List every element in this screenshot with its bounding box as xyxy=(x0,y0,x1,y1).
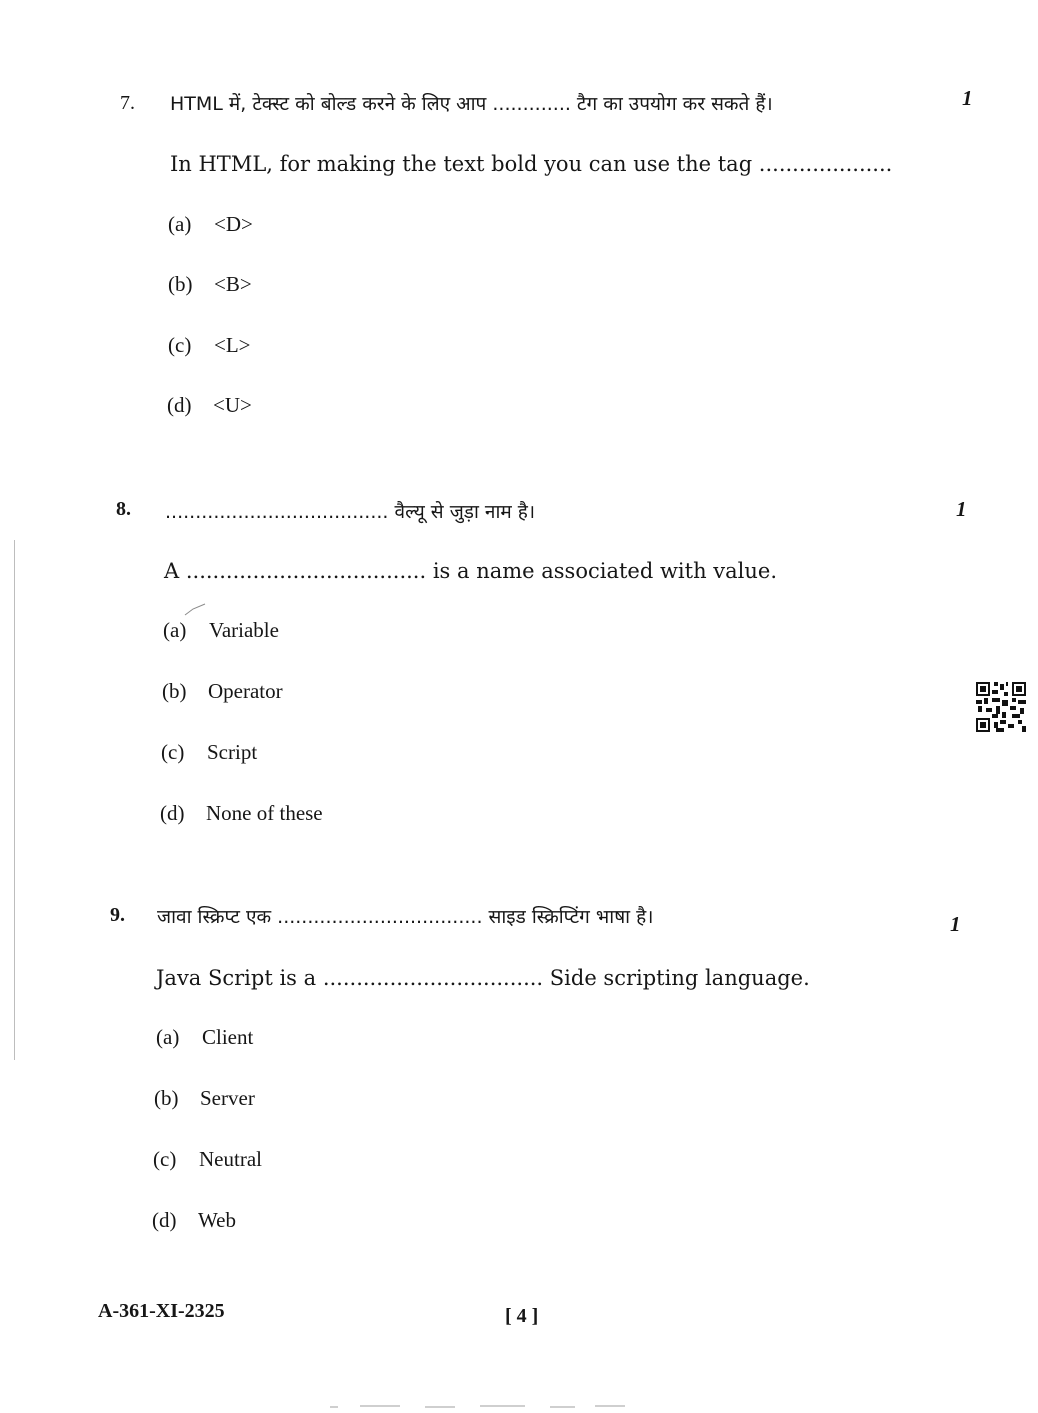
option-label: (b) xyxy=(168,272,193,296)
question-8-option-b xyxy=(162,679,283,704)
option-text: Script xyxy=(207,740,258,764)
question-8-option-a xyxy=(163,618,279,643)
question-9-option-b xyxy=(154,1086,255,1111)
option-text: Server xyxy=(200,1086,255,1110)
option-text: <U> xyxy=(213,393,252,417)
option-text: Web xyxy=(198,1208,236,1232)
paper-code: A-361-XI-2325 xyxy=(98,1300,225,1322)
option-label: (d) xyxy=(152,1208,177,1232)
option-text: <D> xyxy=(214,212,253,236)
question-7-option-b xyxy=(168,272,252,297)
question-7-english: In HTML, for making the text bold you can use the tag .................... xyxy=(170,152,893,176)
question-7-marks: 1 xyxy=(962,86,973,110)
page-number: [ 4 ] xyxy=(505,1305,539,1327)
question-9-option-d xyxy=(152,1208,236,1233)
question-7-option-c xyxy=(168,333,251,358)
question-9-marks: 1 xyxy=(950,912,961,936)
scan-margin-line xyxy=(14,540,15,1060)
option-text: Neutral xyxy=(199,1147,262,1171)
faint-bleed-through xyxy=(330,1402,630,1412)
question-9-english: Java Script is a ................................. Side scripting language. xyxy=(156,966,810,990)
option-text: <L> xyxy=(214,333,251,357)
question-8-number: 8. xyxy=(116,498,131,520)
option-label: (c) xyxy=(168,333,192,357)
option-label: (c) xyxy=(153,1147,177,1171)
question-8-option-d xyxy=(160,801,323,826)
option-label: (a) xyxy=(156,1025,180,1049)
option-label: (d) xyxy=(160,801,185,825)
option-label: (b) xyxy=(154,1086,179,1110)
option-label: (d) xyxy=(167,393,192,417)
option-text: <B> xyxy=(214,272,252,296)
option-label: (a) xyxy=(163,618,187,642)
question-9-hindi: जावा स्क्रिप्ट एक .................................. साइड स्क्रिप्टिंग भाषा है। xyxy=(157,906,654,928)
option-text: Variable xyxy=(209,618,279,642)
option-text: Client xyxy=(202,1025,254,1049)
option-text: Operator xyxy=(208,679,283,703)
question-8-marks: 1 xyxy=(956,497,967,521)
option-label: (a) xyxy=(168,212,192,236)
question-7-option-d xyxy=(167,393,252,418)
question-9-number: 9. xyxy=(110,904,125,926)
question-8-option-c xyxy=(161,740,257,765)
option-text: None of these xyxy=(206,801,323,825)
qr-code-icon xyxy=(976,682,1026,732)
question-8-hindi: ..................................... वैल्यू से जुड़ा नाम है। xyxy=(165,501,536,523)
tick-mark-icon xyxy=(183,603,207,623)
option-label: (c) xyxy=(161,740,185,764)
question-9-option-a xyxy=(156,1025,253,1050)
question-8-english: A .................................... is a name associated with value. xyxy=(164,559,778,583)
question-7-option-a xyxy=(168,212,253,237)
option-label: (b) xyxy=(162,679,187,703)
question-9-option-c xyxy=(153,1147,262,1172)
question-7-hindi: HTML में, टेक्स्ट को बोल्ड करने के लिए आप ............. टैग का उपयोग कर सकते हैं। xyxy=(170,93,773,115)
question-7-number: 7. xyxy=(120,92,135,114)
